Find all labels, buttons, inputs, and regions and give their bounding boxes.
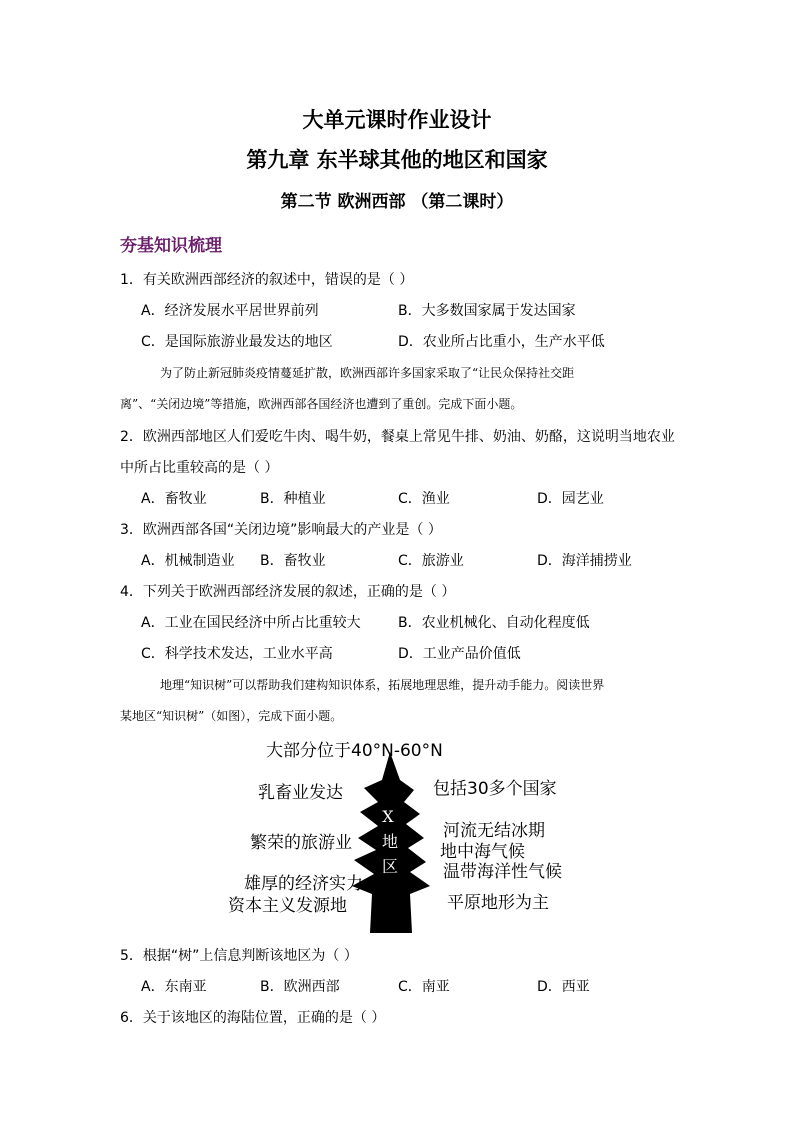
- q1-option-a[interactable]: A．经济发展水平居世界前列: [141, 303, 319, 319]
- section-heading: 夯基知识梳理: [120, 236, 222, 256]
- q4-option-d[interactable]: D．工业产品价值低: [398, 646, 521, 662]
- question-2-stem-line-2: 中所占比重较高的是（ ）: [120, 460, 279, 476]
- document-title: 大单元课时作业设计: [302, 108, 492, 132]
- q4-option-a[interactable]: A．工业在国民经济中所占比重较大: [141, 615, 361, 631]
- q5-option-d[interactable]: D．西亚: [537, 979, 590, 995]
- q1-option-d[interactable]: D．农业所占比重小，生产水平低: [398, 334, 605, 350]
- tree-label-left-3: 雄厚的经济实力: [244, 874, 363, 894]
- q4-option-c[interactable]: C．科学技术发达，工业水平高: [141, 646, 333, 662]
- q2-option-d[interactable]: D．园艺业: [537, 491, 604, 507]
- q3-option-a[interactable]: A．机械制造业: [141, 553, 235, 569]
- intro-1-line-1: 为了防止新冠肺炎疫情蔓延扩散，欧洲西部许多国家采取了“让民众保持社交距: [160, 366, 575, 380]
- q3-option-b[interactable]: B．畜牧业: [260, 553, 326, 569]
- tree-label-top: 大部分位于40°N-60°N: [266, 741, 443, 761]
- q2-option-a[interactable]: A．畜牧业: [141, 491, 207, 507]
- question-6-stem: 6．关于该地区的海陆位置，正确的是（ ）: [120, 1010, 386, 1026]
- question-4-stem: 4．下列关于欧洲西部经济发展的叙述，正确的是（ ）: [120, 584, 456, 600]
- intro-1-line-2: 离”、“关闭边境”等措施，欧洲西部各国经济也遭到了重创。完成下面小题。: [120, 397, 523, 411]
- question-2-stem-line-1: 2．欧洲西部地区人们爱吃牛肉、喝牛奶，餐桌上常见牛排、奶油、奶酪，这说明当地农业: [120, 429, 675, 445]
- tree-label-right-2: 河流无结冰期: [443, 821, 545, 841]
- q2-option-c[interactable]: C．渔业: [398, 491, 450, 507]
- q3-option-d[interactable]: D．海洋捕捞业: [537, 553, 632, 569]
- tree-label-left-2: 繁荣的旅游业: [250, 833, 352, 853]
- tree-label-left-4: 资本主义发源地: [228, 896, 347, 916]
- q2-option-b[interactable]: B．种植业: [260, 491, 326, 507]
- trunk-char-2: 地: [381, 832, 399, 851]
- section-title: 第二节 欧洲西部 （第二课时）: [280, 192, 514, 212]
- q5-option-b[interactable]: B．欧洲西部: [260, 979, 340, 995]
- q1-option-c[interactable]: C．是国际旅游业最发达的地区: [141, 334, 333, 350]
- q5-option-c[interactable]: C．南亚: [398, 979, 450, 995]
- tree-label-right-5: 平原地形为主: [447, 893, 549, 913]
- question-1-stem: 1．有关欧洲西部经济的叙述中，错误的是（ ）: [120, 272, 414, 288]
- intro-2-line-2: 某地区“知识树”（如图），完成下面小题。: [120, 709, 343, 723]
- tree-label-right-4: 温带海洋性气候: [443, 862, 562, 882]
- tree-label-left-1: 乳畜业发达: [258, 783, 343, 803]
- trunk-char-3: 区: [381, 857, 399, 876]
- q4-option-b[interactable]: B．农业机械化、自动化程度低: [398, 615, 590, 631]
- q5-option-a[interactable]: A．东南亚: [141, 979, 207, 995]
- q1-option-b[interactable]: B．大多数国家属于发达国家: [398, 303, 576, 319]
- chapter-title: 第九章 东半球其他的地区和国家: [246, 148, 548, 172]
- question-3-stem: 3．欧洲西部各国“关闭边境”影响最大的产业是（ ）: [120, 522, 442, 538]
- question-5-stem: 5．根据“树”上信息判断该地区为（ ）: [120, 948, 358, 964]
- intro-2-line-1: 地理“知识树”可以帮助我们建构知识体系，拓展地理思维，提升动手能力。阅读世界: [160, 678, 605, 692]
- q3-option-c[interactable]: C．旅游业: [398, 553, 464, 569]
- trunk-char-1: X: [382, 807, 394, 826]
- tree-label-right-3: 地中海气候: [440, 842, 525, 862]
- tree-label-right-1: 包括30多个国家: [433, 779, 557, 799]
